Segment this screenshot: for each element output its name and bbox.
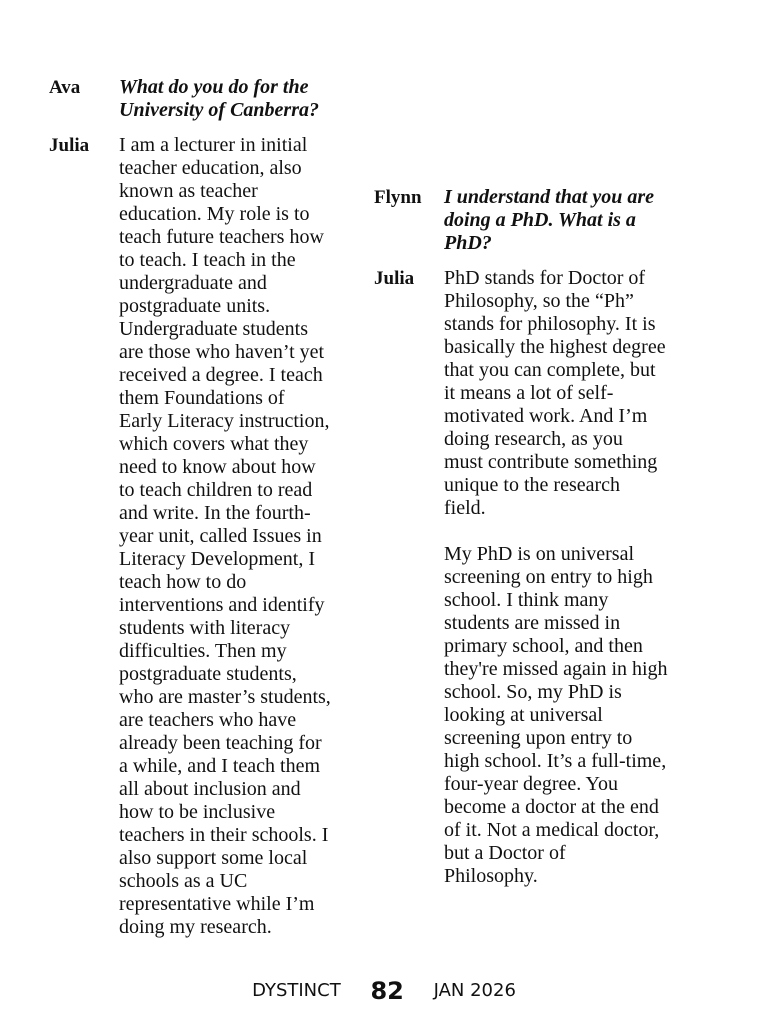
text-line: Literacy Development, I	[119, 548, 316, 570]
speaker-ava: Ava	[49, 77, 81, 98]
text-line: interventions and identify	[119, 594, 325, 616]
text-line: screening on entry to high	[444, 566, 653, 588]
text-line: primary school, and then	[444, 635, 643, 657]
text-line	[444, 520, 668, 543]
text-line: I am a lecturer in initial	[119, 134, 308, 156]
text-line: become a doctor at the end	[444, 796, 659, 818]
text-line: education. My role is to	[119, 203, 310, 225]
issue-date: JAN 2026	[433, 980, 516, 1001]
text-line: teach how to do	[119, 571, 247, 593]
text-line: school. I think many	[444, 589, 609, 611]
text-line: screening upon entry to	[444, 727, 633, 749]
question-flynn	[444, 186, 654, 255]
text-line: year unit, called Issues in	[119, 525, 322, 547]
text-line: Philosophy.	[444, 865, 538, 887]
text-line: also support some local	[119, 847, 308, 869]
text-line: teach future teachers how	[119, 226, 324, 248]
text-line: doing my research.	[119, 916, 272, 938]
text-line: all about inclusion and	[119, 778, 301, 800]
magazine-name: DYSTINCT	[252, 980, 341, 1001]
text-line: Philosophy, so the “Ph”	[444, 290, 634, 312]
text-line: who are master’s students,	[119, 686, 331, 708]
speaker-julia-left: Julia	[49, 135, 90, 156]
text-line: field.	[444, 497, 486, 519]
text-line: already been teaching for	[119, 732, 322, 754]
page-footer	[0, 978, 768, 1004]
text-line: and write. In the fourth-	[119, 502, 311, 524]
answer-julia-right	[444, 267, 668, 888]
speaker-julia-right: Julia	[374, 268, 415, 289]
text-line: are teachers who have	[119, 709, 297, 731]
text-line: students are missed in	[444, 612, 621, 634]
text-line: it means a lot of self-	[444, 382, 614, 404]
text-line: need to know about how	[119, 456, 316, 478]
text-line: they're missed again in high	[444, 658, 668, 680]
text-line: doing research, as you	[444, 428, 623, 450]
text-line: that you can complete, but	[444, 359, 656, 381]
text-line: PhD stands for Doctor of	[444, 267, 646, 289]
text-line: schools as a UC	[119, 870, 248, 892]
text-line: looking at universal	[444, 704, 603, 726]
text-line: a while, and I teach them	[119, 755, 321, 777]
text-line: Undergraduate students	[119, 318, 309, 340]
text-line: basically the highest degree	[444, 336, 666, 358]
text-line: postgraduate units.	[119, 295, 271, 317]
page-number: 82	[370, 977, 404, 1005]
text-line: doing a PhD. What is a	[444, 209, 636, 231]
text-line: Early Literacy instruction,	[119, 410, 330, 432]
text-line: difficulties. Then my	[119, 640, 287, 662]
text-line: stands for philosophy. It is	[444, 313, 656, 335]
text-line: high school. It’s a full-time,	[444, 750, 667, 772]
text-line: known as teacher	[119, 180, 258, 202]
text-line: school. So, my PhD is	[444, 681, 622, 703]
text-line: how to be inclusive	[119, 801, 276, 823]
text-line: received a degree. I teach	[119, 364, 323, 386]
text-line: undergraduate and	[119, 272, 267, 294]
text-line: motivated work. And I’m	[444, 405, 648, 427]
question-ava	[119, 76, 319, 122]
text-line: What do you do for the	[119, 76, 309, 98]
text-line: four-year degree. You	[444, 773, 618, 795]
text-line: of it. Not a medical doctor,	[444, 819, 660, 841]
text-line: representative while I’m	[119, 893, 315, 915]
text-line: but a Doctor of	[444, 842, 566, 864]
text-line: to teach children to read	[119, 479, 313, 501]
text-line: students with literacy	[119, 617, 291, 639]
speaker-flynn: Flynn	[374, 187, 422, 208]
text-line: must contribute something	[444, 451, 658, 473]
text-line: unique to the research	[444, 474, 621, 496]
text-line: them Foundations of	[119, 387, 285, 409]
text-line: which covers what they	[119, 433, 309, 455]
text-line: teachers in their schools. I	[119, 824, 329, 846]
text-line: postgraduate students,	[119, 663, 297, 685]
text-line: My PhD is on universal	[444, 543, 634, 565]
answer-julia-left	[119, 134, 331, 939]
text-line: are those who haven’t yet	[119, 341, 325, 363]
text-line: to teach. I teach in the	[119, 249, 296, 271]
text-line: PhD?	[444, 232, 492, 254]
text-line: teacher education, also	[119, 157, 302, 179]
text-line: University of Canberra?	[119, 99, 319, 121]
text-line: I understand that you are	[444, 186, 655, 208]
